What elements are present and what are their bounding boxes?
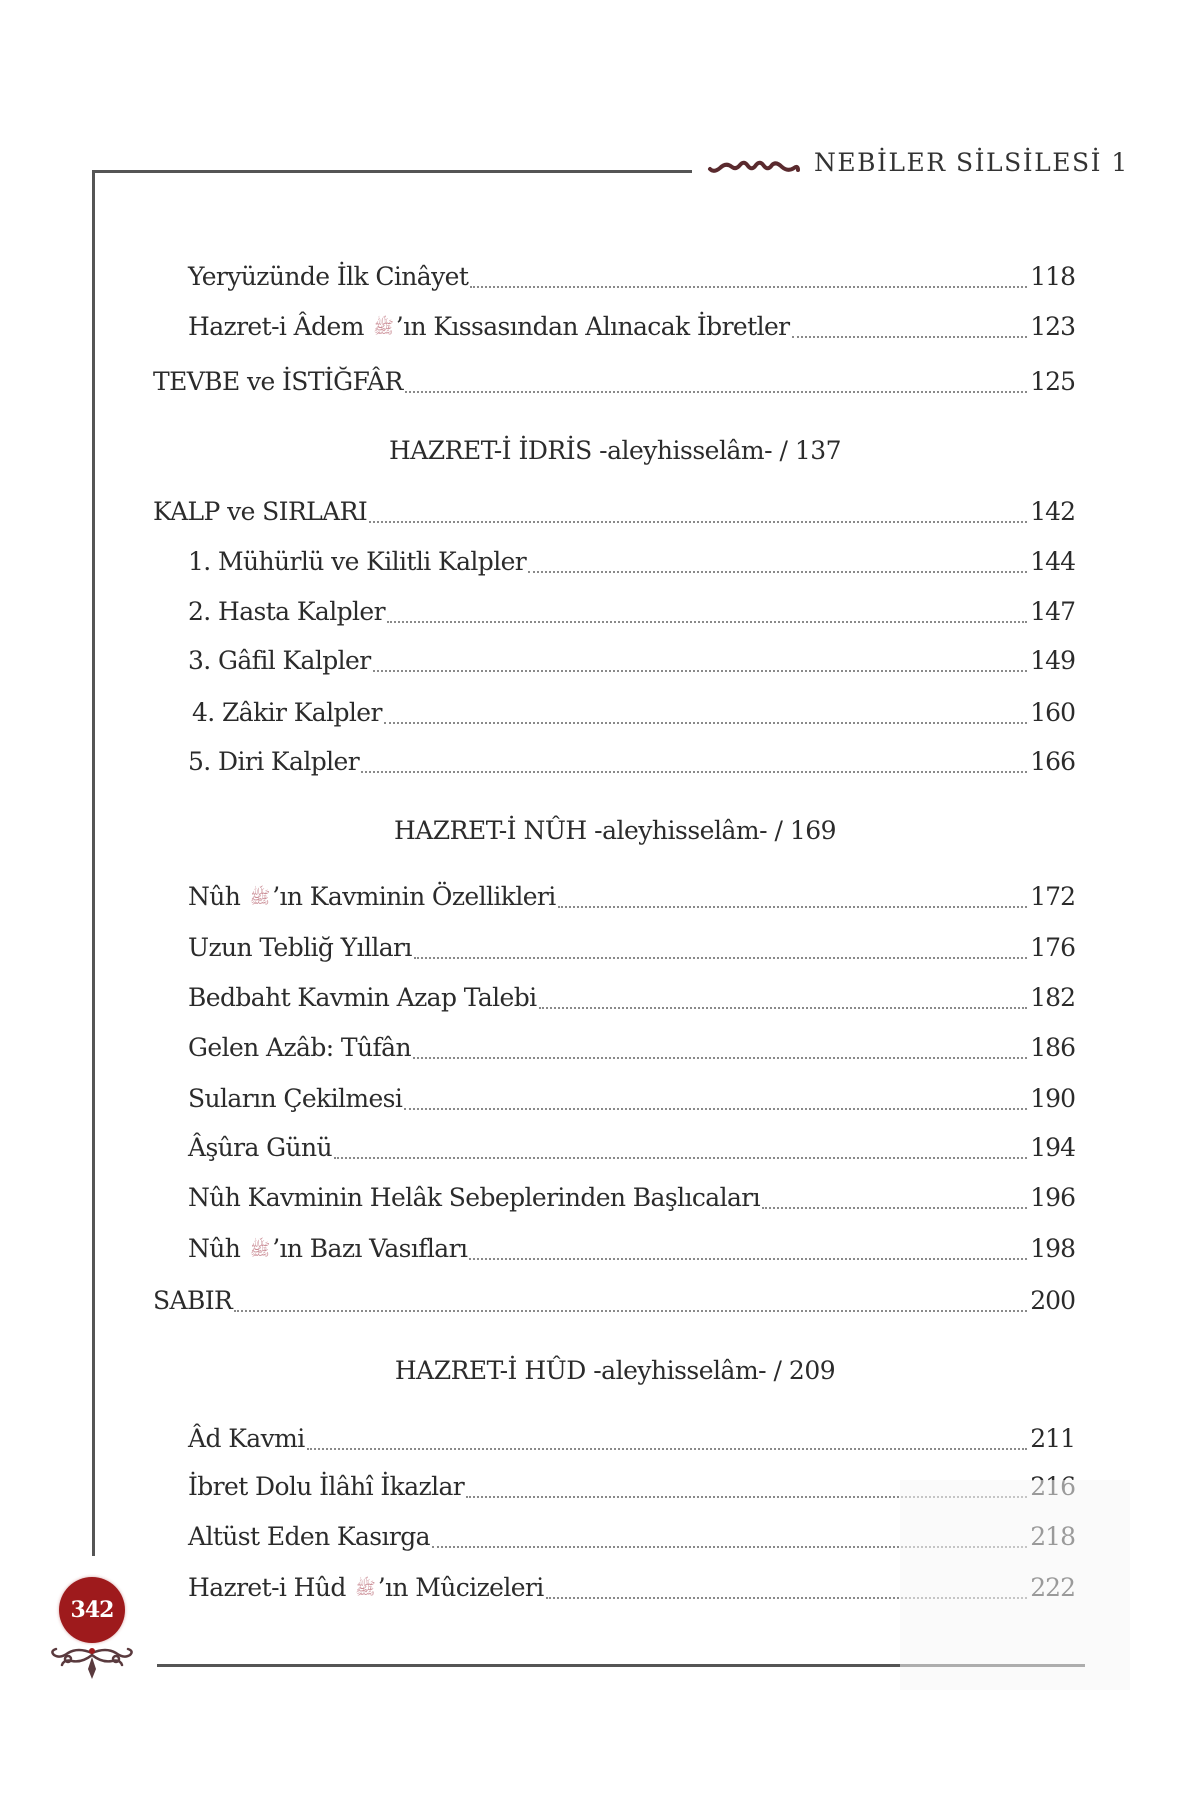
salawat-icon: ﷺ	[355, 1579, 376, 1599]
toc-entry[interactable]	[153, 497, 1075, 531]
toc-entry-title: Bedbaht Kavmin Azap Talebi	[188, 983, 537, 1012]
toc-entry[interactable]	[153, 367, 1075, 401]
frame-left-rule	[92, 170, 95, 1556]
toc-entry-title: Nûh Kavminin Helâk Sebeplerinden Başlıcaları	[188, 1183, 761, 1212]
salawat-icon: ﷺ	[249, 888, 271, 908]
toc-entry-title-part: ’ın Mûcizeleri	[377, 1573, 544, 1602]
toc-entry-page: 144	[1030, 547, 1075, 576]
toc-entry[interactable]	[188, 1133, 1075, 1167]
toc-entry-page: 172	[1030, 882, 1075, 911]
toc-entry-page: 149	[1030, 646, 1075, 675]
toc-entry-page: 200	[1030, 1286, 1075, 1315]
toc-entry-title: Suların Çekilmesi	[188, 1084, 403, 1113]
page-number-badge	[59, 1577, 125, 1643]
toc-entry-page: 166	[1030, 747, 1075, 776]
toc-entry-title: TEVBE ve İSTİĞFÂR	[153, 367, 403, 396]
toc-entry[interactable]	[188, 983, 1075, 1017]
toc-entry-title-part: Nûh	[188, 1234, 241, 1263]
toc-entry-title: Altüst Eden Kasırga	[188, 1522, 430, 1551]
toc-entry[interactable]	[188, 312, 1075, 346]
dot-leader	[369, 521, 1027, 523]
toc-entry-page: 125	[1030, 367, 1075, 396]
toc-entry[interactable]	[188, 882, 1075, 916]
dot-leader	[470, 286, 1027, 288]
toc-entry-title-part: Hazret-i Âdem	[188, 312, 364, 341]
toc-entry-title	[188, 312, 790, 342]
toc-entry[interactable]	[153, 1286, 1075, 1320]
toc-entry-title-part: Nûh	[188, 882, 241, 911]
dot-leader	[361, 771, 1027, 773]
toc-entry-title	[188, 882, 556, 912]
dot-leader	[413, 1057, 1027, 1059]
toc-entry[interactable]	[188, 747, 1075, 781]
dot-leader	[558, 906, 1028, 908]
toc-entry-page: 198	[1030, 1234, 1075, 1263]
toc-entry-title: 1. Mühürlü ve Kilitli Kalpler	[188, 547, 527, 576]
toc-entry-title-part: ’ın Bazı Vasıfları	[272, 1234, 468, 1263]
toc-entry[interactable]	[188, 597, 1075, 631]
toc-entry[interactable]	[188, 646, 1075, 680]
toc-entry-page: 147	[1030, 597, 1075, 626]
toc-entry-title	[188, 1234, 467, 1264]
toc-entry-page: 211	[1030, 1424, 1075, 1453]
dot-leader	[405, 391, 1027, 393]
header-ornament-icon	[706, 156, 802, 176]
page-number: 342	[70, 1597, 114, 1623]
toc-entry-page: 176	[1030, 933, 1075, 962]
toc-entry[interactable]	[188, 1084, 1075, 1118]
dot-leader	[762, 1207, 1027, 1209]
section-heading[interactable]	[0, 436, 1200, 465]
dot-leader	[792, 336, 1028, 338]
toc-entry[interactable]	[188, 933, 1075, 967]
toc-entry[interactable]	[188, 1183, 1075, 1217]
frame-top-rule	[92, 170, 692, 173]
floral-ornament-icon	[48, 1645, 136, 1685]
toc-entry-title: Âd Kavmi	[188, 1424, 305, 1453]
toc-entry-title-part: ’ın Kavminin Özellikleri	[272, 882, 556, 911]
toc-entry-page: 194	[1030, 1133, 1075, 1162]
toc-entry-title	[188, 1573, 544, 1603]
dot-leader	[414, 957, 1027, 959]
toc-entry-page: 160	[1030, 698, 1075, 727]
toc-entry-title: 3. Gâfil Kalpler	[188, 646, 371, 675]
toc-entry-title: SABIR	[153, 1286, 233, 1315]
running-head: NEBİLER SİLSİLESİ 1	[814, 148, 1129, 177]
toc-entry-title: Uzun Tebliğ Yılları	[188, 933, 412, 962]
toc-entry-title-part: Hazret-i Hûd	[188, 1573, 346, 1602]
toc-entry-title-part: ’ın Kıssasından Alınacak İbretler	[395, 312, 790, 341]
toc-entry-page: 142	[1030, 497, 1075, 526]
watermark-overlay	[900, 1480, 1130, 1690]
toc-entry[interactable]	[192, 698, 1075, 732]
dot-leader	[334, 1157, 1027, 1159]
toc-entry-title: Âşûra Günü	[188, 1133, 333, 1162]
salawat-icon: ﷺ	[373, 318, 394, 338]
toc-entry-page: 196	[1030, 1183, 1075, 1212]
toc-entry-title: KALP ve SIRLARI	[153, 497, 368, 526]
toc-entry-title: 5. Diri Kalpler	[188, 747, 360, 776]
toc-entry-page: 123	[1030, 312, 1075, 341]
toc-entry[interactable]	[188, 547, 1075, 581]
toc-entry-title: Gelen Azâb: Tûfân	[188, 1033, 411, 1062]
section-heading[interactable]	[0, 1356, 1200, 1385]
dot-leader	[234, 1310, 1027, 1312]
salawat-icon: ﷺ	[249, 1240, 271, 1260]
toc-entry[interactable]	[188, 262, 1075, 296]
toc-entry-title: 2. Hasta Kalpler	[188, 597, 385, 626]
dot-leader	[539, 1007, 1028, 1009]
toc-entry[interactable]	[188, 1424, 1075, 1458]
toc-entry[interactable]	[188, 1234, 1075, 1268]
toc-entry-page: 186	[1030, 1033, 1075, 1062]
dot-leader	[528, 571, 1027, 573]
toc-entry[interactable]	[188, 1033, 1075, 1067]
toc-entry-page: 190	[1030, 1084, 1075, 1113]
dot-leader	[387, 621, 1027, 623]
section-heading-text: HAZRET-İ İDRİS -aleyhisselâm- / 137	[388, 436, 842, 465]
toc-entry-page: 118	[1030, 262, 1075, 291]
section-heading-text: HAZRET-İ NÛH -aleyhisselâm- / 169	[393, 816, 837, 845]
dot-leader	[469, 1258, 1027, 1260]
section-heading-text: HAZRET-İ HÛD -aleyhisselâm- / 209	[394, 1356, 836, 1385]
toc-entry-title: 4. Zâkir Kalpler	[192, 698, 382, 727]
section-heading[interactable]	[0, 816, 1200, 845]
toc-entry-page: 182	[1030, 983, 1075, 1012]
dot-leader	[373, 670, 1028, 672]
dot-leader	[307, 1448, 1028, 1450]
dot-leader	[404, 1108, 1027, 1110]
toc-entry-title: Yeryüzünde İlk Cinâyet	[188, 262, 469, 291]
dot-leader	[384, 722, 1027, 724]
toc-entry-title: İbret Dolu İlâhî İkazlar	[188, 1472, 465, 1501]
